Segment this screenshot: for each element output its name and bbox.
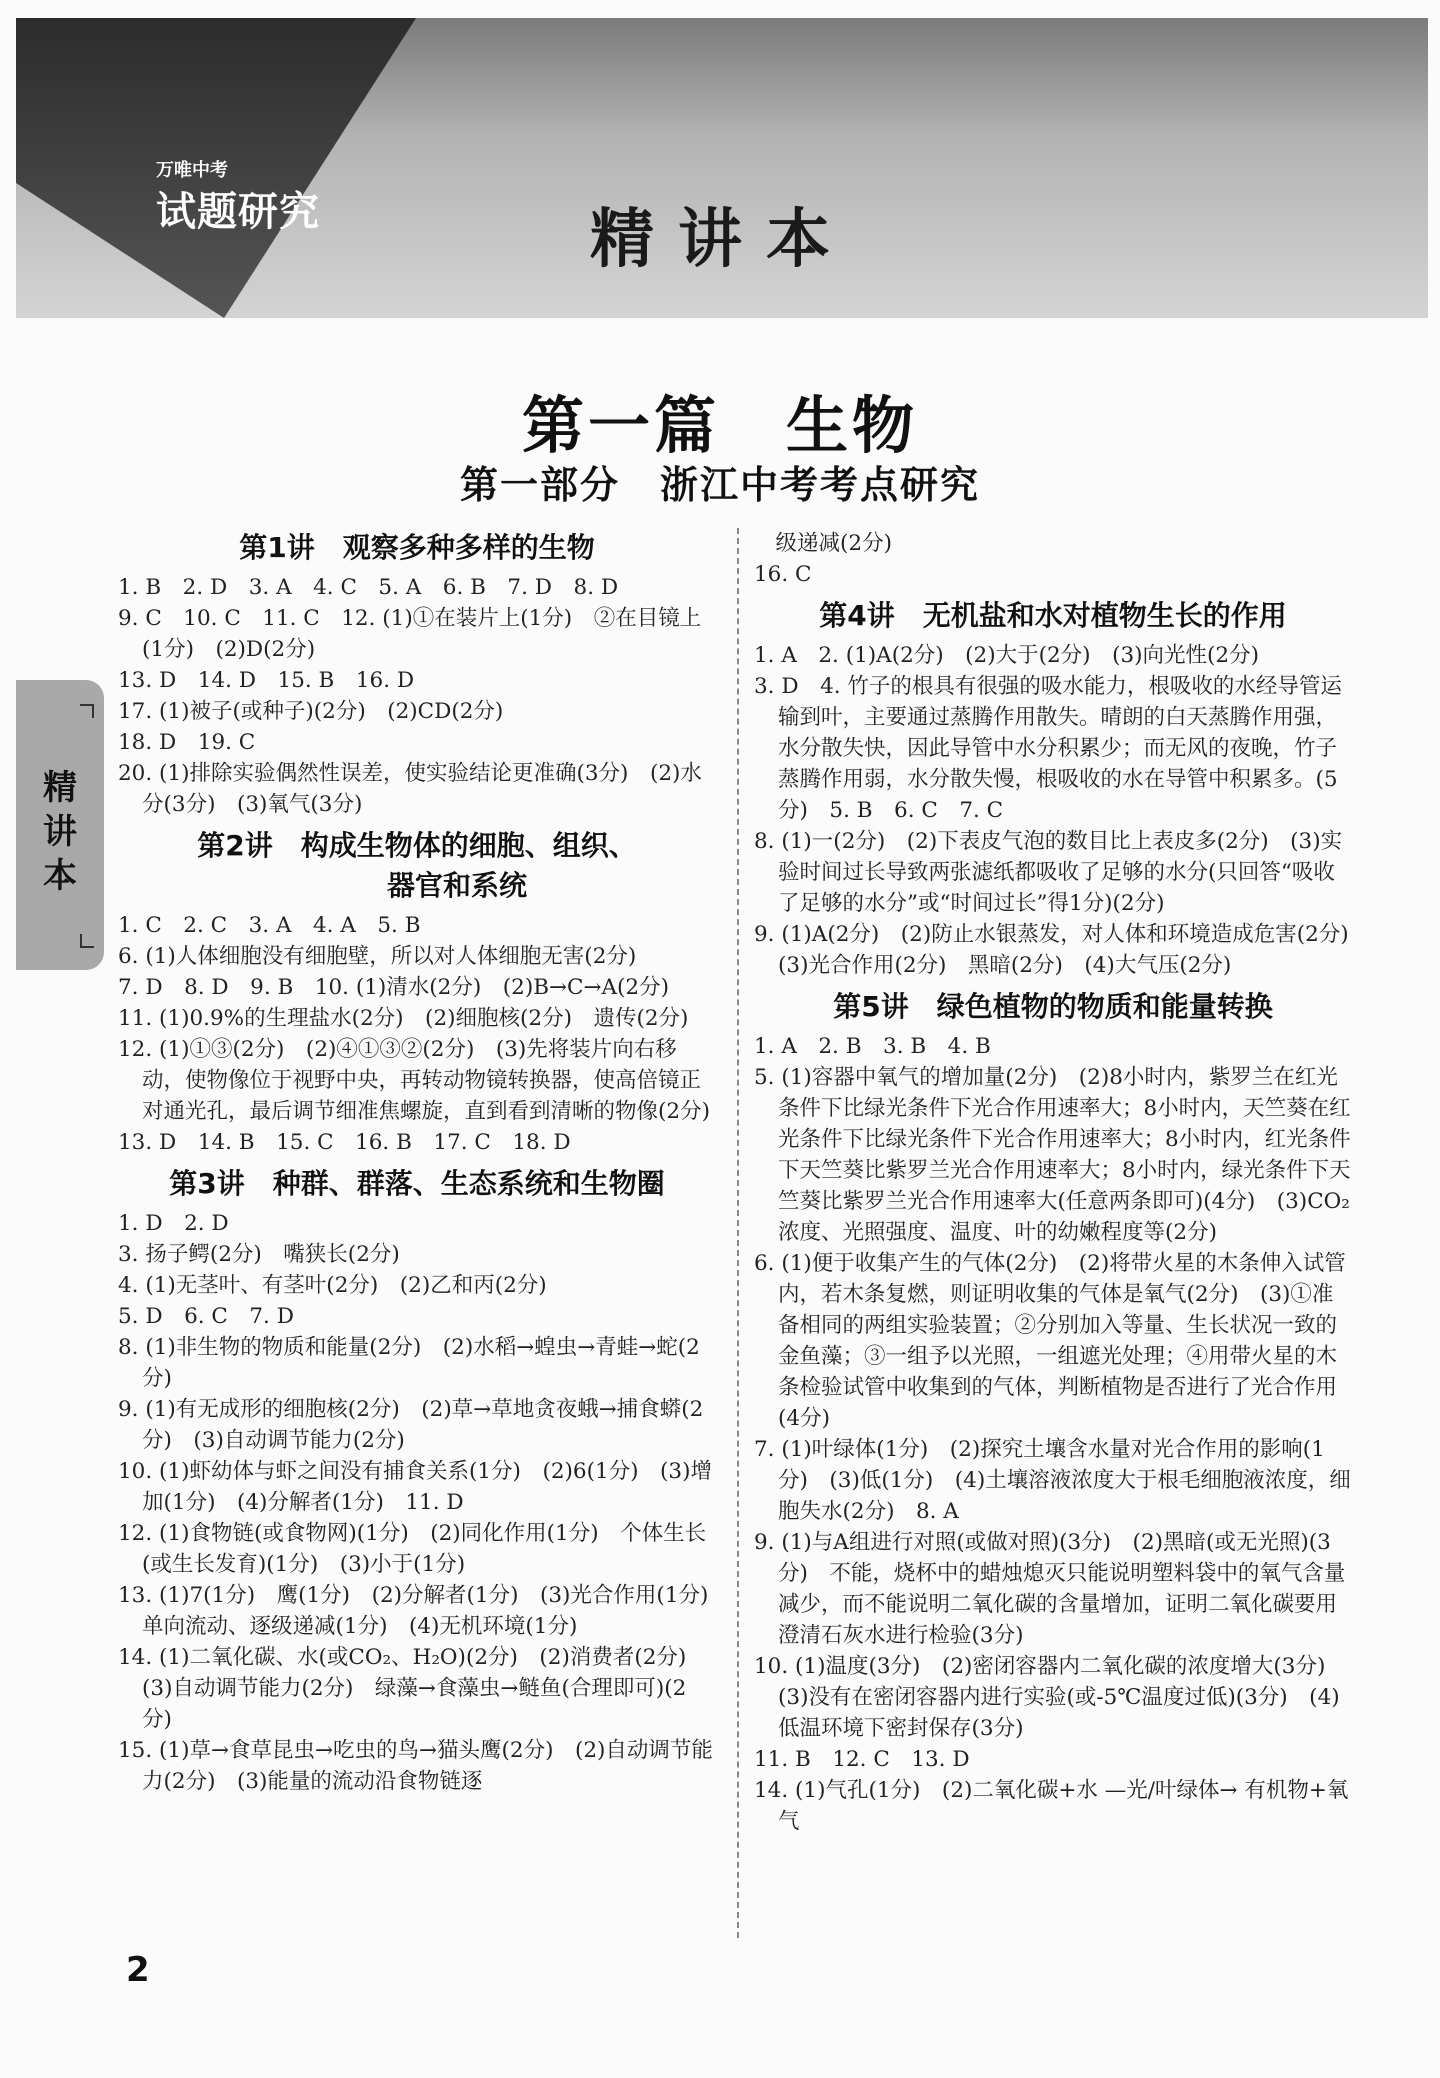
answer-item: 13. (1)7(1分) 鹰(1分) (2)分解者(1分) (3)光合作用(1分) 单向流动、逐级递减(1分) (4)无机环境(1分) bbox=[118, 1583, 730, 1639]
answer-item: 1. D 2. D bbox=[118, 1211, 229, 1236]
answer-item: 11. (1)0.9%的生理盐水(2分) (2)细胞核(2分) 遗传(2分) bbox=[118, 1006, 689, 1031]
lecture-heading: 第2讲 构成生物体的细胞、组织、 器官和系统 bbox=[197, 829, 637, 902]
column-divider bbox=[737, 528, 739, 1938]
answer-item: 12. (1)食物链(或食物网)(1分) (2)同化作用(1分) 个体生长(或生长发育)(1分) (3)小于(1分) bbox=[118, 1521, 707, 1577]
answer-item: 16. C bbox=[754, 562, 812, 587]
answer-item: 10. (1)虾幼体与虾之间没有捕食关系(1分) (2)6(1分) (3)增加(1分) (4)分解者(1分) 11. D bbox=[118, 1459, 712, 1515]
answer-item: 6. (1)便于收集产生的气体(2分) (2)将带火星的木条伸入试管内，若木条复燃，则证明收集的气体是氧气(2分) (3)①准备相同的两组实验装置；②分别加入等量、生长状况一致的金鱼藻；③一组予以光照，一组遮光处理；④用带火星的木条检验试管中收集到的气体，判断植物是否进行了光合作用(4分) bbox=[754, 1251, 1346, 1431]
answer-item: 3. D 4. 竹子的根具有很强的吸水能力，根吸收的水经导管运输到叶，主要通过蒸腾作用散失。晴朗的白天蒸腾作用强，水分散失快，因此导管中水分积累少；而无风的夜晚，竹子蒸腾作用弱，水分散失慢，根吸收的水在导管中积累多。(5分) 5. B 6. C 7. C bbox=[754, 674, 1342, 823]
lecture-heading: 第5讲 绿色植物的物质和能量转换 bbox=[833, 990, 1273, 1023]
right-column bbox=[754, 528, 1371, 1837]
answer-item: 7. (1)叶绿体(1分) (2)探究土壤含水量对光合作用的影响(1分) (3)低(1分) (4)土壤溶液浓度大于根毛细胞液浓度，细胞失水(2分) 8. A bbox=[754, 1437, 1351, 1524]
left-column bbox=[118, 528, 730, 1797]
answer-item: 13. D 14. D 15. B 16. D bbox=[118, 668, 415, 693]
answer-item: 10. (1)温度(3分) (2)密闭容器内二氧化碳的浓度增大(3分) (3)没有在密闭容器内进行实验(或-5℃温度过低)(3分) (4)低温环境下密封保存(3分) bbox=[754, 1654, 1347, 1741]
answer-item: 12. (1)①③(2分) (2)④①③②(2分) (3)先将装片向右移动，使物像位于视野中央，再转动物镜转换器，使高倍镜正对通光孔，最后调节细准焦螺旋，直到看到清晰的物像(2分) bbox=[118, 1037, 710, 1124]
answer-item: 5. D 6. C 7. D bbox=[118, 1304, 294, 1329]
bracket-top-icon bbox=[80, 704, 94, 718]
header-title: 精讲本 bbox=[590, 203, 854, 277]
answer-item: 13. D 14. B 15. C 16. B 17. C 18. D bbox=[118, 1130, 571, 1155]
answer-item: 11. B 12. C 13. D bbox=[754, 1747, 970, 1772]
answer-item: 1. A 2. (1)A(2分) (2)大于(2分) (3)向光性(2分) bbox=[754, 643, 1259, 668]
answer-item: 级递减(2分) bbox=[754, 531, 892, 556]
answer-item: 18. D 19. C bbox=[118, 730, 256, 755]
answer-item: 14. (1)二氧化碳、水(或CO₂、H₂O)(2分) (2)消费者(2分) (3)自动调节能力(2分) 绿藻→食藻虫→鲢鱼(合理即可)(2分) bbox=[118, 1645, 708, 1732]
answer-item: 15. (1)草→食草昆虫→吃虫的鸟→猫头鹰(2分) (2)自动调节能力(2分) (3)能量的流动沿食物链逐 bbox=[118, 1738, 713, 1794]
answer-item: 5. (1)容器中氧气的增加量(2分) (2)8小时内，紫罗兰在红光条件下比绿光条件下光合作用速率大；8小时内，天竺葵在红光条件下比绿光条件下光合作用速率大；8小时内，红光条件下天竺葵比紫罗兰光合作用速率大；8小时内，绿光条件下天竺葵比紫罗兰光合作用速率大(任意两条即可)(4分) (3)CO₂浓度、光照强度、温度、叶的幼嫩程度等(2分) bbox=[754, 1065, 1351, 1245]
bracket-bottom-icon bbox=[80, 934, 94, 948]
answer-item: 4. (1)无茎叶、有茎叶(2分) (2)乙和丙(2分) bbox=[118, 1273, 547, 1298]
answer-item: 9. C 10. C 11. C 12. (1)①在装片上(1分) ②在目镜上(1分) (2)D(2分) bbox=[118, 606, 702, 662]
lecture-heading: 第3讲 种群、群落、生态系统和生物圈 bbox=[169, 1167, 665, 1200]
answer-item: 9. (1)有无成形的细胞核(2分) (2)草→草地贪夜蛾→捕食蟒(2分) (3)自动调节能力(2分) bbox=[118, 1397, 704, 1453]
answer-item: 17. (1)被子(或种子)(2分) (2)CD(2分) bbox=[118, 699, 504, 724]
answer-item: 7. D 8. D 9. B 10. (1)清水(2分) (2)B→C→A(2分) bbox=[118, 975, 669, 1000]
side-tab-label: 精 讲 本 bbox=[43, 768, 77, 896]
answer-item: 9. (1)A(2分) (2)防止水银蒸发，对人体和环境造成危害(2分) (3)光合作用(2分) 黑暗(2分) (4)大气压(2分) bbox=[754, 922, 1371, 978]
brand-subtitle: 万唯中考 bbox=[156, 160, 228, 181]
header-banner bbox=[16, 18, 1428, 318]
answer-item: 8. (1)非生物的物质和能量(2分) (2)水稻→蝗虫→青蛙→蛇(2分) bbox=[118, 1335, 700, 1391]
answer-item: 6. (1)人体细胞没有细胞壁，所以对人体细胞无害(2分) bbox=[118, 944, 637, 969]
answer-item: 1. A 2. B 3. B 4. B bbox=[754, 1034, 991, 1059]
answer-item: 20. (1)排除实验偶然性误差，使实验结论更准确(3分) (2)水分(3分) (3)氧气(3分) bbox=[118, 761, 702, 817]
lecture-heading: 第1讲 观察多种多样的生物 bbox=[239, 531, 595, 564]
side-tab bbox=[16, 680, 104, 970]
answer-item: 8. (1)一(2分) (2)下表皮气泡的数目比上表皮多(2分) (3)实验时间过长导致两张滤纸都吸收了足够的水分(只回答“吸收了足够的水分”或“时间过长”得1分)(2分) bbox=[754, 829, 1343, 916]
main-title: 第一篇 生物 bbox=[521, 389, 918, 462]
answer-item: 14. (1)气孔(1分) (2)二氧化碳+水 —光/叶绿体→ 有机物+氧气 bbox=[754, 1778, 1349, 1834]
answer-item: 1. B 2. D 3. A 4. C 5. A 6. B 7. D 8. D bbox=[118, 575, 619, 600]
section-subtitle: 第一部分 浙江中考考点研究 bbox=[459, 463, 980, 507]
answer-item: 9. (1)与A组进行对照(或做对照)(3分) (2)黑暗(或无光照)(3分) 不能，烧杯中的蜡烛熄灭只能说明塑料袋中的氧气含量减少，而不能说明二氧化碳的含量增加，证明二氧化碳要用澄清石灰水进行检验(3分) bbox=[754, 1530, 1346, 1648]
lecture-heading: 第4讲 无机盐和水对植物生长的作用 bbox=[819, 599, 1287, 632]
brand-logo: 试题研究 bbox=[156, 189, 320, 235]
page-number: 2 bbox=[126, 1950, 150, 1990]
answer-item: 3. 扬子鳄(2分) 嘴狭长(2分) bbox=[118, 1242, 400, 1267]
answer-item: 1. C 2. C 3. A 4. A 5. B bbox=[118, 913, 421, 938]
